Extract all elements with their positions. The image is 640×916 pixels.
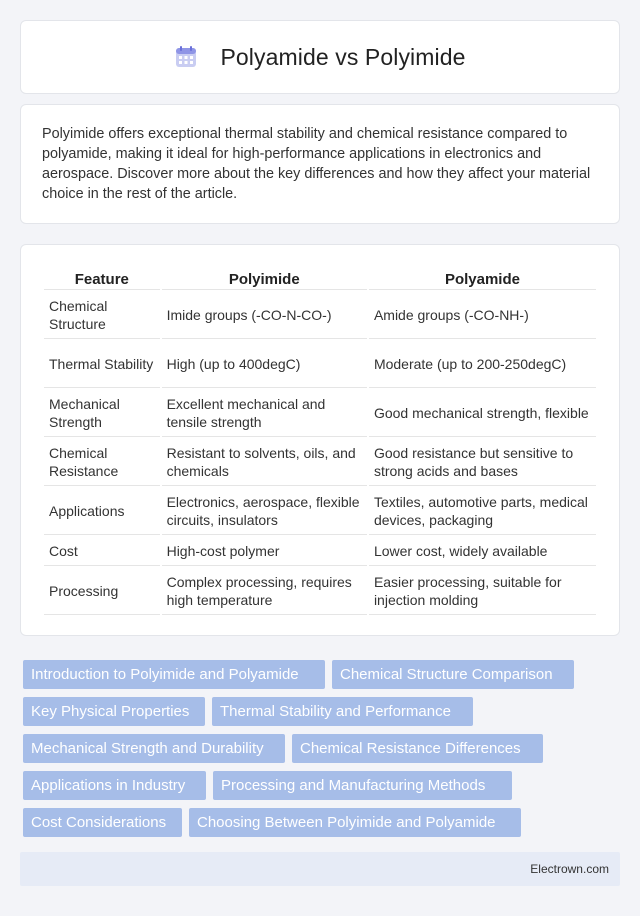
footer-source: Electrown.com: [530, 862, 609, 876]
table-row: [44, 537, 596, 566]
table-cell-polyamide: Moderate (up to 200-250degC): [369, 341, 596, 388]
table-cell-polyimide: Excellent mechanical and tensile strength: [162, 390, 367, 437]
comparison-table: [42, 265, 598, 617]
table-row: [44, 341, 596, 388]
topic-tag[interactable]: Applications in Industry: [23, 771, 206, 800]
topic-tag[interactable]: Chemical Resistance Differences: [292, 734, 543, 763]
footer: [20, 852, 620, 886]
table-cell-polyimide: Resistant to solvents, oils, and chemicals: [162, 439, 367, 486]
table-cell-polyimide: Imide groups (-CO-N-CO-): [162, 292, 367, 339]
topic-tag[interactable]: Key Physical Properties: [23, 697, 205, 726]
table-cell-polyimide: Complex processing, requires high temperature: [162, 568, 367, 615]
table-cell-feature: Thermal Stability: [44, 341, 160, 388]
intro-card: [20, 104, 620, 224]
table-cell-polyimide: High-cost polymer: [162, 537, 367, 566]
title-card: [20, 20, 620, 94]
topic-tag[interactable]: Introduction to Polyimide and Polyamide: [23, 660, 325, 689]
table-row: [44, 439, 596, 486]
table-cell-polyamide: Lower cost, widely available: [369, 537, 596, 566]
table-cell-feature: Chemical Resistance: [44, 439, 160, 486]
table-cell-polyamide: Amide groups (-CO-NH-): [369, 292, 596, 339]
table-cell-polyimide: Electronics, aerospace, flexible circuits, insulators: [162, 488, 367, 535]
page-title: Polyamide vs Polyimide: [220, 43, 466, 70]
column-header-polyimide: Polyimide: [162, 267, 367, 290]
table-row: [44, 292, 596, 339]
topic-tag[interactable]: Mechanical Strength and Durability: [23, 734, 285, 763]
topic-tag[interactable]: Chemical Structure Comparison: [332, 660, 574, 689]
table-row: [44, 568, 596, 615]
topic-tag[interactable]: Processing and Manufacturing Methods: [213, 771, 512, 800]
column-header-polyamide: Polyamide: [369, 267, 596, 290]
table-cell-feature: Applications: [44, 488, 160, 535]
table-cell-polyamide: Good mechanical strength, flexible: [369, 390, 596, 437]
table-row: [44, 390, 596, 437]
table-cell-polyamide: Textiles, automotive parts, medical devices, packaging: [369, 488, 596, 535]
table-header-row: [44, 267, 596, 290]
table-cell-feature: Chemical Structure: [44, 292, 160, 339]
topic-tag[interactable]: Thermal Stability and Performance: [212, 697, 473, 726]
intro-text: Polyimide offers exceptional thermal stability and chemical resistance compared to polyamide, making it ideal for high-performance applications in electronics and aerospace. Discover more about the key differences and how they affect your material choice in the rest of the article.: [42, 126, 591, 202]
table-cell-feature: Mechanical Strength: [44, 390, 160, 437]
topic-tag[interactable]: Choosing Between Polyimide and Polyamide: [189, 808, 521, 837]
topic-tag[interactable]: Cost Considerations: [23, 808, 182, 837]
column-header-feature: Feature: [44, 267, 160, 290]
comparison-table-card: [20, 244, 620, 636]
table-cell-polyamide: Easier processing, suitable for injection molding: [369, 568, 596, 615]
table-cell-polyamide: Good resistance but sensitive to strong acids and bases: [369, 439, 596, 486]
table-row: [44, 488, 596, 535]
table-cell-polyimide: High (up to 400degC): [162, 341, 367, 388]
calendar-icon: [174, 45, 198, 69]
table-cell-feature: Cost: [44, 537, 160, 566]
table-cell-feature: Processing: [44, 568, 160, 615]
